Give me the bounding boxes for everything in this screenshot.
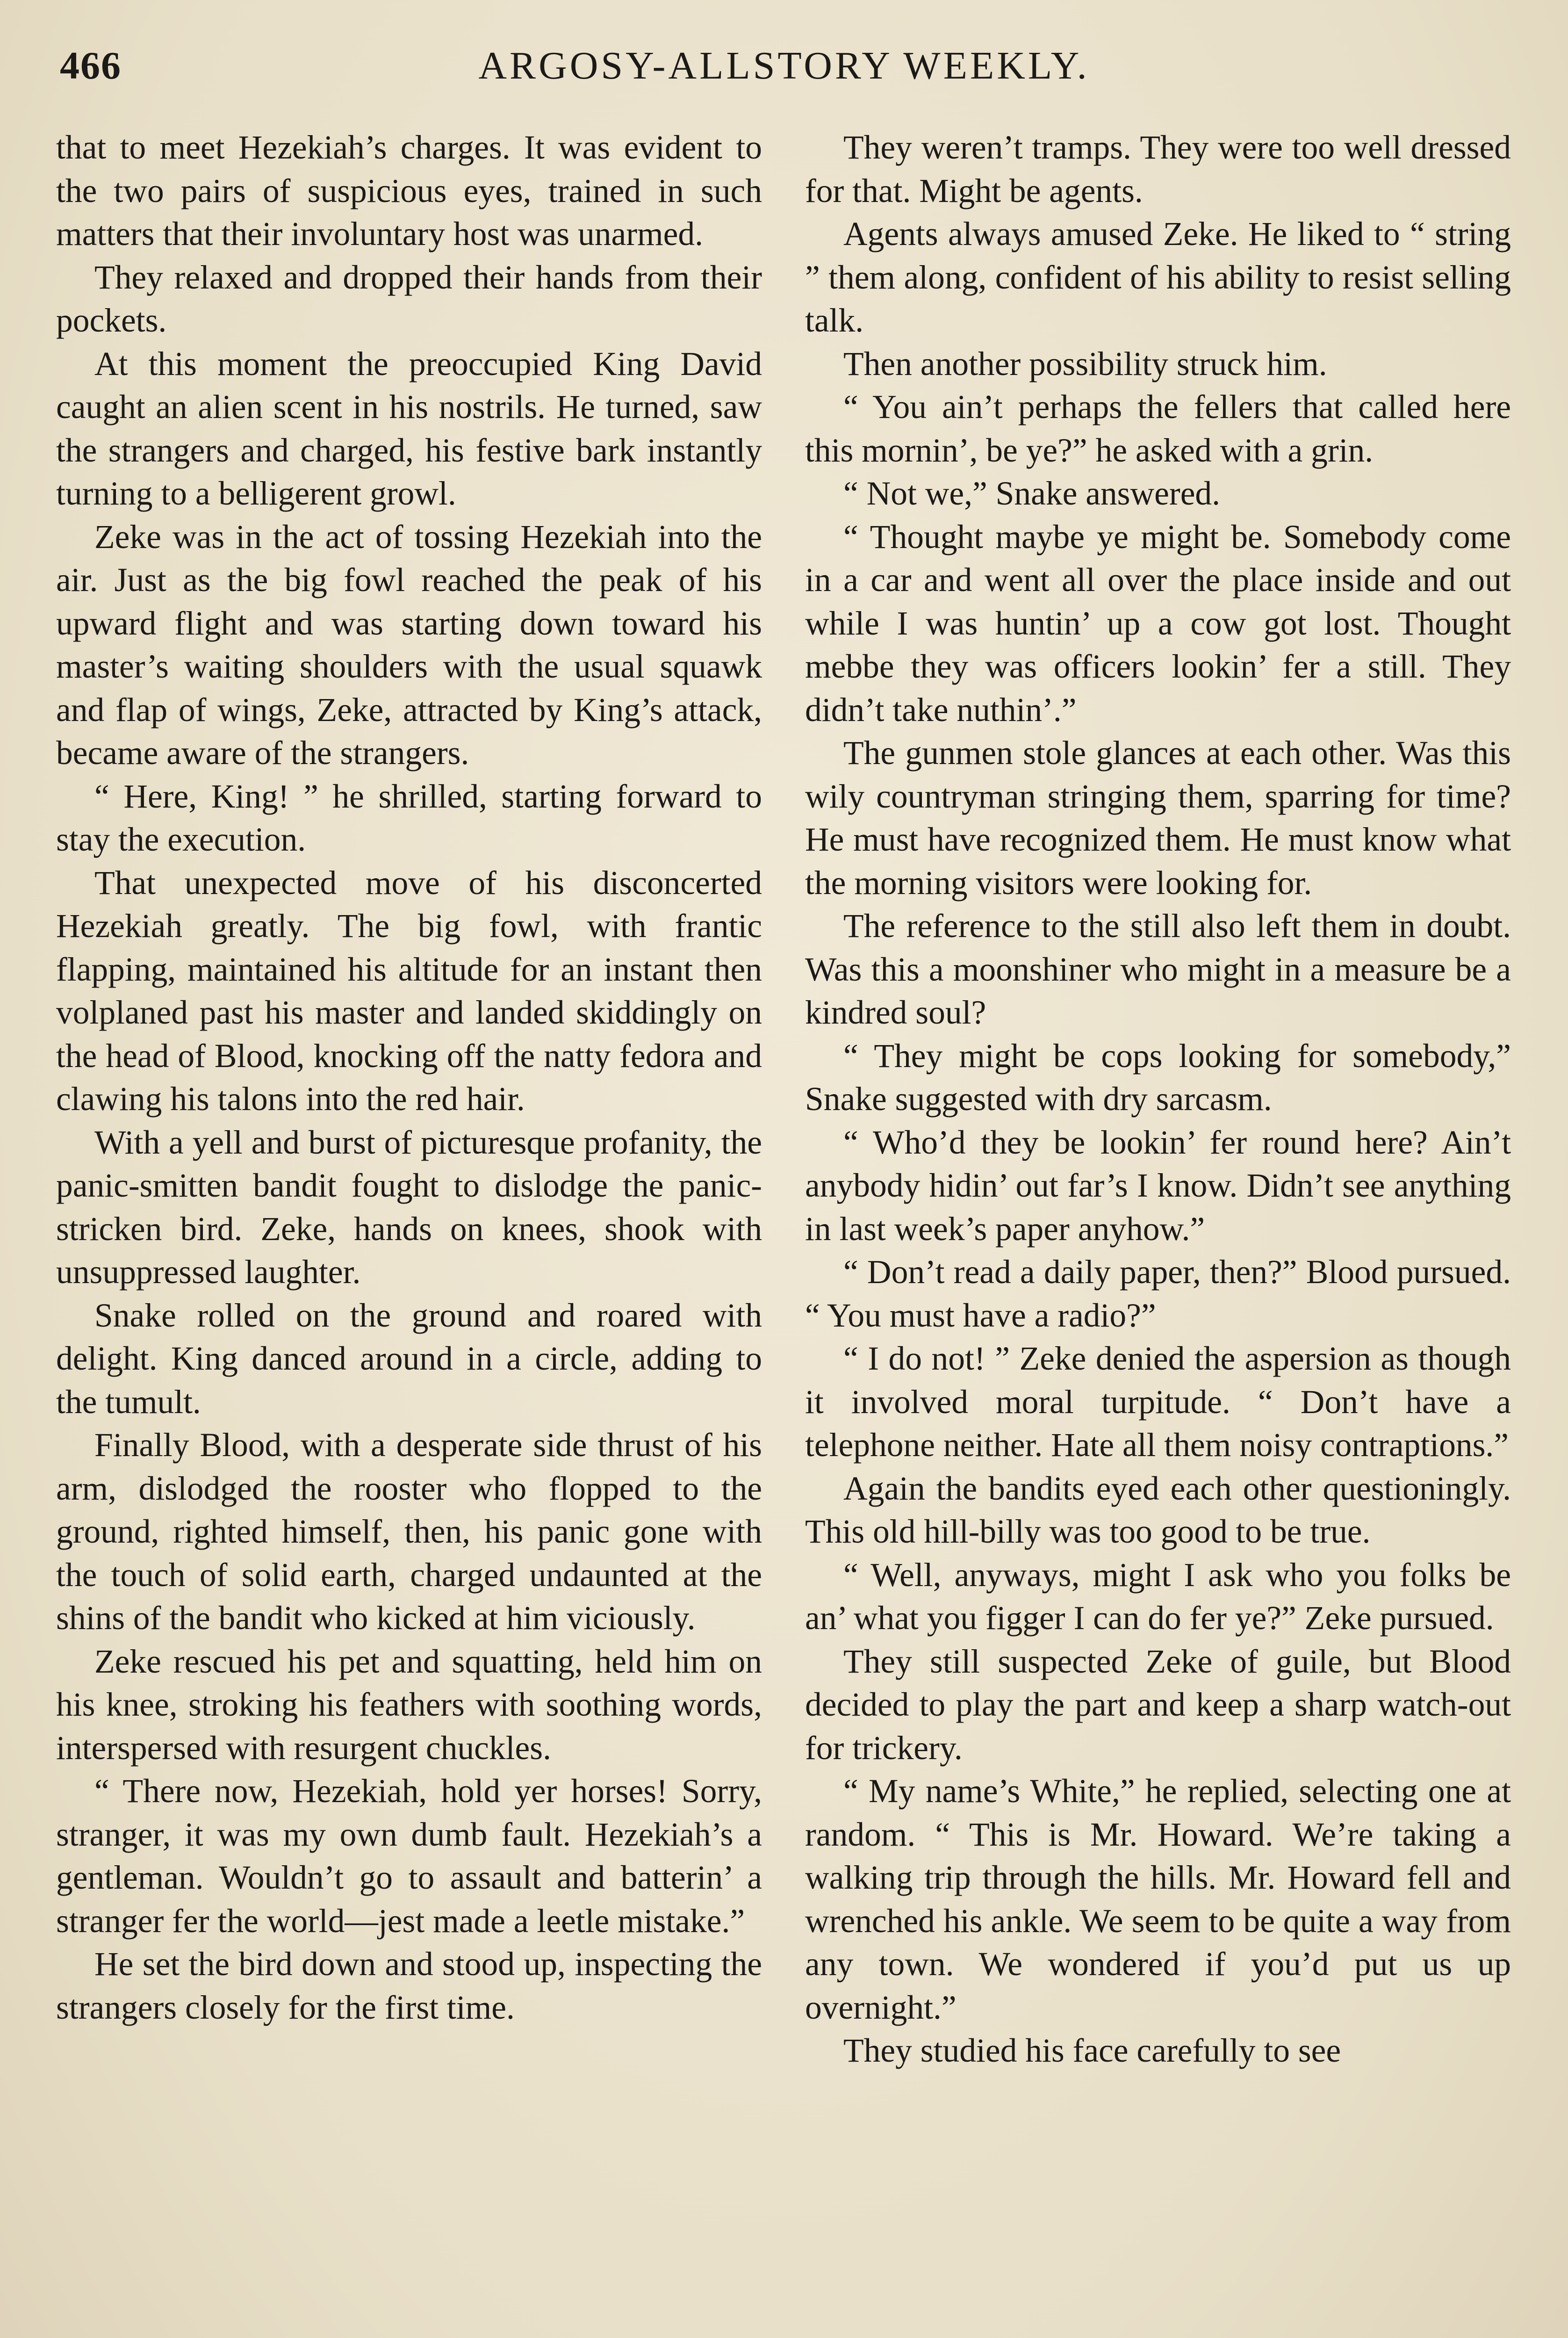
paragraph: “ Who’d they be lookin’ fer round here? Ain’t anybody hidin’ out far’s I know. Didn’t see anything in last week’s paper anyhow.” [805,1124,1511,1248]
paragraph: Finally Blood, with a desperate side thrust of his arm, dislodged the rooster who flopped to the ground, righted himself, then, his panic gone with the touch of solid earth, charged undaunted at the shins of the bandit who kicked at him viciously. [56,1427,762,1637]
right-column [805,126,1511,2073]
left-column [56,126,762,2029]
paragraph: “ Not we,” Snake answered. [843,475,1221,512]
paragraph: “ Don’t read a daily paper, then?” Blood pursued. “ You must have a radio?” [805,1254,1511,1334]
paragraph: “ Here, King! ” he shrilled, starting forward to stay the execution. [56,778,762,858]
paragraph: “ They might be cops looking for somebody,” Snake suggested with dry sarcasm. [805,1037,1511,1118]
paragraph: That unexpected move of his disconcerted Hezekiah greatly. The big fowl, with frantic flapping, maintained his altitude for an instant then volplaned past his master and landed skiddingly on the head of Blood, knocking off the natty fedora and clawing his talons into the red hair. [56,864,762,1118]
paragraph: Agents always amused Zeke. He liked to “ string ” them along, confident of his ability to resist selling talk. [805,216,1511,339]
paragraph: Zeke was in the act of tossing Hezekiah into the air. Just as the big fowl reached the peak of his upward flight and was starting down toward his master’s waiting shoulders with the usual squawk and flap of wings, Zeke, attracted by King’s attack, became aware of the strangers. [56,518,762,772]
paragraph: that to meet Hezekiah’s charges. It was evident to the two pairs of suspicious eyes, trained in such matters that their involuntary host was unarmed. [56,129,762,253]
running-head: ARGOSY-ALLSTORY WEEKLY. [478,44,1090,87]
paragraph: They studied his face carefully to see [843,2032,1341,2069]
paragraph: Again the bandits eyed each other questioningly. This old hill-billy was too good to be true. [805,1470,1511,1550]
paragraph: “ You ain’t perhaps the fellers that called here this mornin’, be ye?” he asked with a grin. [805,389,1511,469]
paragraph: They still suspected Zeke of guile, but Blood decided to play the part and keep a sharp watch-out for trickery. [805,1643,1511,1767]
paragraph: “ There now, Hezekiah, hold yer horses! Sorry, stranger, it was my own dumb fault. Hezekiah’s a gentleman. Wouldn’t go to assault and batterin’ a stranger fer the world—jest made a leetle mistake.” [56,1773,762,1940]
paragraph: Zeke rescued his pet and squatting, held him on his knee, stroking his feathers with soothing words, interspersed with resurgent chuckles. [56,1643,762,1767]
paragraph: They relaxed and dropped their hands from their pockets. [56,259,762,339]
paragraph: They weren’t tramps. They were too well dressed for that. Might be agents. [805,129,1511,209]
paragraph: The gunmen stole glances at each other. Was this wily countryman stringing them, sparring for time? He must have recognized them. He must know what the morning visitors were looking for. [805,735,1511,902]
paragraph: “ Thought maybe ye might be. Somebody come in a car and went all over the place inside and out while I was huntin’ up a cow got lost. Thought mebbe they was officers lookin’ fer a still. They didn’t take nuthin’.” [805,518,1511,729]
paragraph: He set the bird down and stood up, inspecting the strangers closely for the first time. [56,1946,762,2026]
paragraph: Then another possibility struck him. [843,345,1327,382]
paragraph: “ I do not! ” Zeke denied the aspersion as though it involved moral turpitude. “ Don’t have a telephone neither. Hate all them noisy contraptions.” [805,1340,1511,1464]
paragraph: “ My name’s White,” he replied, selecting one at random. “ This is Mr. Howard. We’re taking a walking trip through the hills. Mr. Howard fell and wrenched his ankle. We seem to be quite a way from any town. We wondered if you’d put us up overnight.” [805,1773,1511,2026]
paragraph: The reference to the still also left them in doubt. Was this a moonshiner who might in a measure be a kindred soul? [805,908,1511,1031]
paragraph: “ Well, anyways, might I ask who you folks be an’ what you figger I can do fer ye?” Zeke pursued. [805,1556,1511,1637]
page-number: 466 [60,44,122,87]
paragraph: Snake rolled on the ground and roared with delight. King danced around in a circle, adding to the tumult. [56,1297,762,1421]
page-header [56,43,1512,94]
paragraph: At this moment the preoccupied King David caught an alien scent in his nostrils. He turned, saw the strangers and charged, his festive bark instantly turning to a belligerent growl. [56,345,762,512]
paragraph: With a yell and burst of picturesque profanity, the panic-smitten bandit fought to dislodge the panic-stricken bird. Zeke, hands on knees, shook with unsuppressed laughter. [56,1124,762,1291]
